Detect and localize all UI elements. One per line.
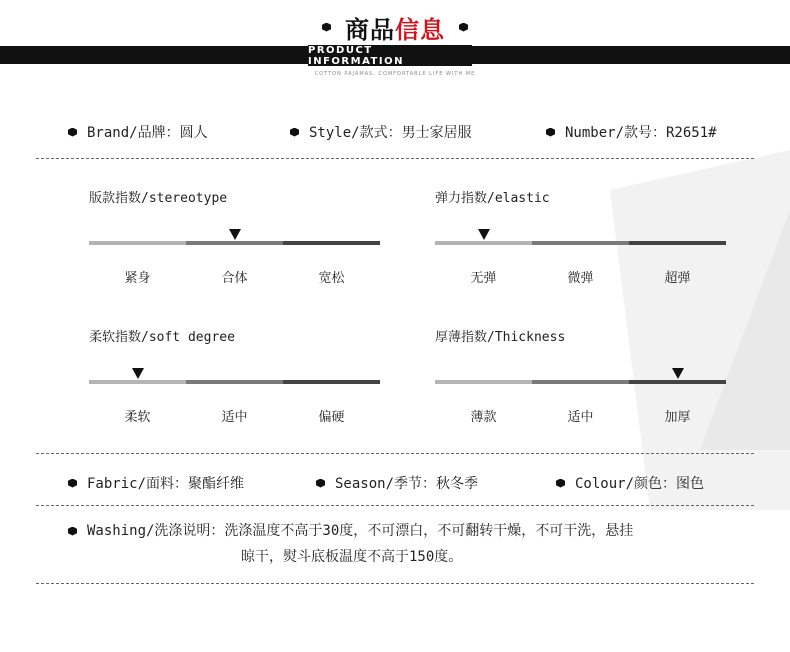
colour-text: Colour/颜色：图色 — [575, 476, 705, 492]
metric-scale-bar — [435, 380, 726, 384]
section-title — [0, 10, 790, 44]
metric-level: 适中 — [221, 410, 248, 425]
hexagon-bullet-icon — [556, 479, 565, 488]
hexagon-bullet-icon — [68, 527, 77, 536]
hexagon-bullet-icon — [68, 479, 77, 488]
colour-info — [556, 473, 704, 493]
washing-instructions — [68, 518, 633, 570]
triangle-marker-icon — [132, 368, 144, 379]
brand-info — [68, 122, 208, 142]
metric-level: 加厚 — [664, 410, 691, 425]
metric-label: 厚薄指数/Thickness — [435, 330, 566, 345]
fabric-text: Fabric/面料：聚酯纤维 — [87, 476, 245, 492]
metric-label: 版款指数/stereotype — [89, 191, 228, 206]
divider — [36, 158, 754, 159]
divider — [36, 505, 754, 506]
style-text: Style/款式：男士家居服 — [309, 125, 472, 141]
metric-label: 柔软指数/soft degree — [89, 330, 235, 345]
fabric-info — [68, 473, 244, 493]
background-decoration — [610, 150, 790, 510]
triangle-marker-icon — [229, 229, 241, 240]
tagline: COTTON PAJAMAS, COMFORTABLE LIFE WITH ME — [314, 71, 476, 77]
metric-level: 柔软 — [124, 410, 151, 425]
subtitle-label: PRODUCT INFORMATION — [308, 45, 472, 66]
divider — [36, 453, 754, 454]
metric-level: 紧身 — [124, 271, 151, 286]
hexagon-bullet-icon — [290, 128, 299, 137]
hexagon-bullet-icon — [322, 23, 331, 32]
metric-level: 超弹 — [664, 271, 691, 286]
season-info — [316, 473, 478, 493]
metric-level: 偏硬 — [318, 410, 345, 425]
divider — [36, 583, 754, 584]
metric-scale-bar — [89, 380, 380, 384]
style-info — [290, 122, 472, 142]
metric-level: 合体 — [221, 271, 248, 286]
season-text: Season/季节：秋冬季 — [335, 476, 479, 492]
triangle-marker-icon — [478, 229, 490, 240]
brand-text: Brand/品牌：圆人 — [87, 125, 208, 141]
hexagon-bullet-icon — [459, 23, 468, 32]
metric-level: 薄款 — [470, 410, 497, 425]
hexagon-bullet-icon — [68, 128, 77, 137]
number-info — [546, 122, 717, 142]
washing-line-2: 晾干，熨斗底板温度不高于150度。 — [241, 549, 463, 565]
washing-line-1: Washing/洗涤说明：洗涤温度不高于30度，不可漂白，不可翻转干燥，不可干洗，悬挂 — [87, 523, 634, 539]
metric-scale-bar — [89, 241, 380, 245]
metric-level: 微弹 — [567, 271, 594, 286]
hexagon-bullet-icon — [546, 128, 555, 137]
number-text: Number/款号：R2651# — [565, 125, 717, 141]
metric-label: 弹力指数/elastic — [435, 191, 550, 206]
triangle-marker-icon — [672, 368, 684, 379]
metric-level: 宽松 — [318, 271, 345, 286]
page-title: 商品信息 — [345, 15, 445, 44]
metric-level: 无弹 — [470, 271, 497, 286]
metric-level: 适中 — [567, 410, 594, 425]
metric-scale-bar — [435, 241, 726, 245]
hexagon-bullet-icon — [316, 479, 325, 488]
